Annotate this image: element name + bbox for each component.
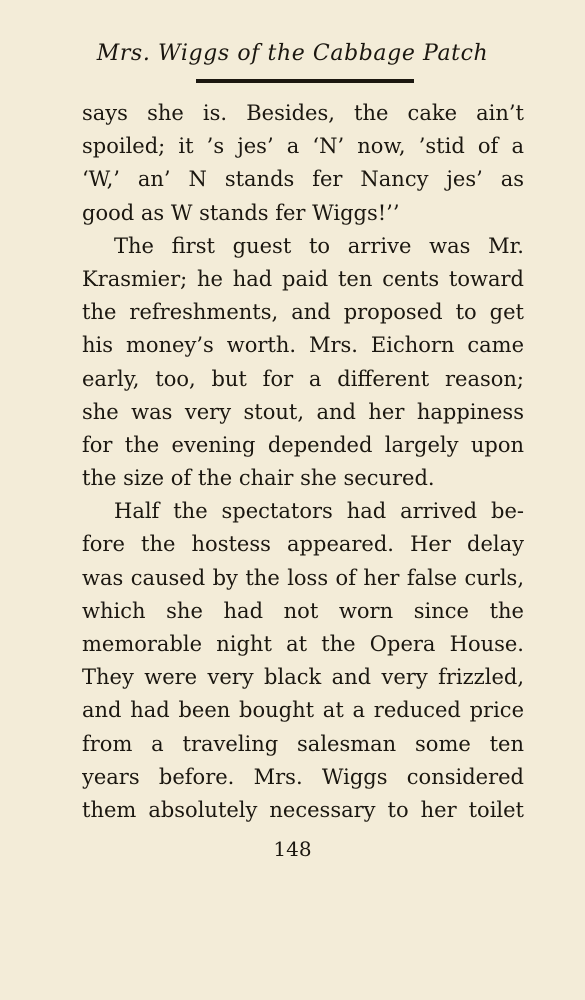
text-line: she was very stout, and her happiness [82,399,524,424]
text-line: his money’s worth. Mrs. Eichorn came [82,333,524,358]
text-line: the size of the chair she secured. [82,466,435,491]
text-line: Half the spectators had arrived be- [114,499,524,524]
text-line: good as W stands fer Wiggs!’’ [82,200,400,225]
text-line: fore the hostess appeared. Her delay [82,532,524,557]
text-line: says she is. Besides, the cake ain’t [82,101,524,125]
text-line: memorable night at the Opera House. [82,632,524,656]
header-rule [196,79,414,83]
text-line: which she had not worn since the [82,598,524,623]
text-line: from a traveling salesman some ten [82,731,524,756]
body-text [82,97,524,827]
text-line: them absolutely necessary to her toilet [82,797,524,822]
text-line: the refreshments, and proposed to get [82,300,524,325]
text-line: early, too, but for a different reason; [82,366,524,391]
text-line: They were very black and very frizzled, [82,665,524,690]
text-line: ‘W,’ an’ N stands fer Nancy jes’ as [82,167,524,192]
text-line: and had been bought at a reduced price [82,698,524,723]
text-line: spoiled; it ’s jes’ a ‘N’ now, ’stid of a [82,134,524,159]
text-line: for the evening depended largely upon [82,432,524,457]
text-line: The first guest to arrive was Mr. [114,233,524,258]
page-number: 148 [273,837,312,861]
text-line: years before. Mrs. Wiggs considered [82,764,524,789]
text-line: was caused by the loss of her false curls, [82,565,524,590]
running-head: Mrs. Wiggs of the Cabbage Patch [96,41,489,66]
text-line: Krasmier; he had paid ten cents toward [82,266,524,291]
